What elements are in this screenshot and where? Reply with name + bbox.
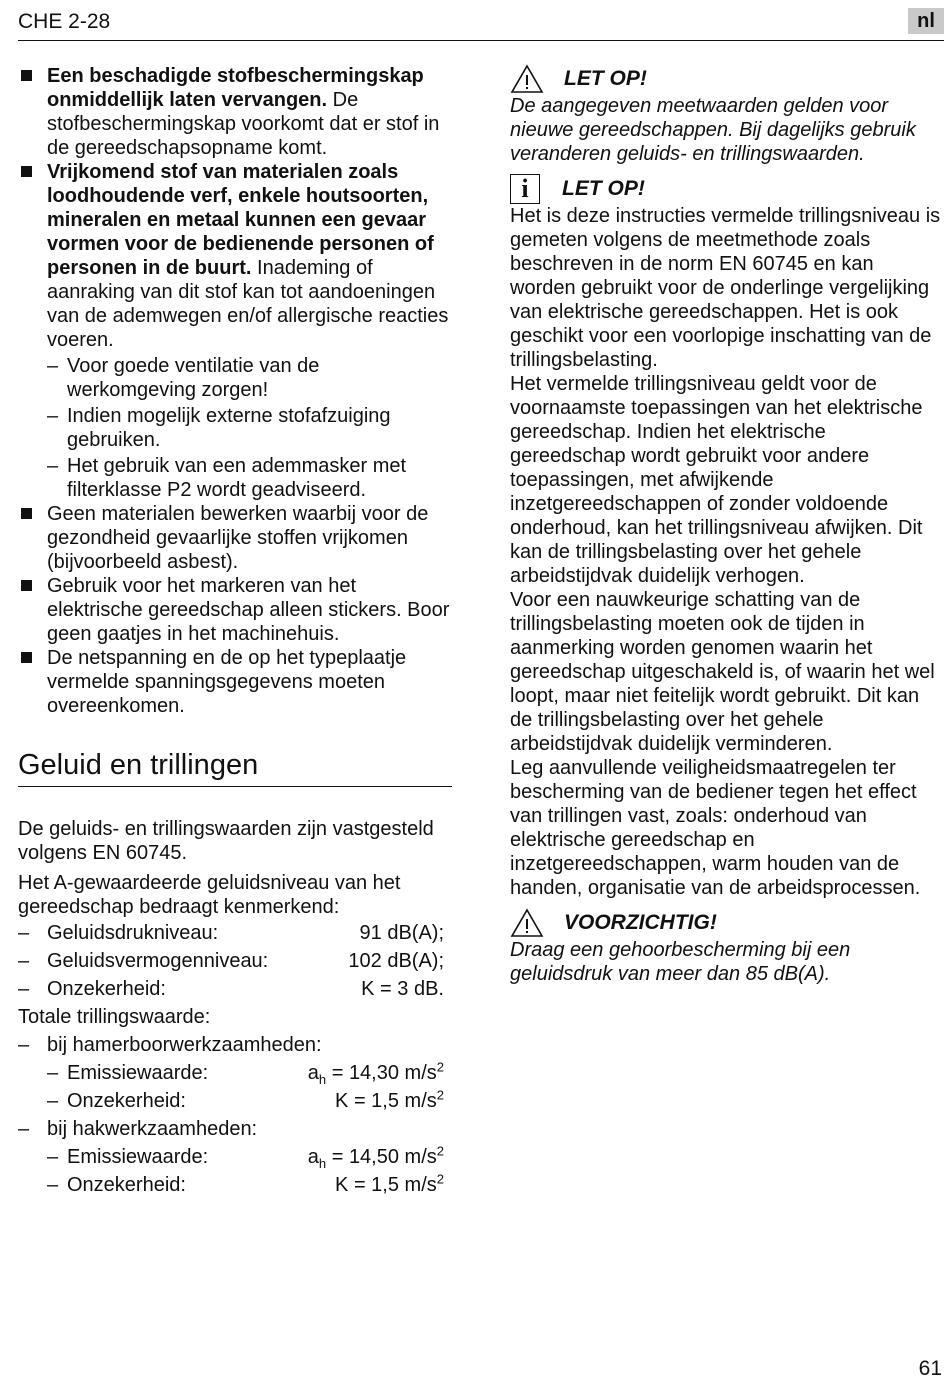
notice-text: De aangegeven meetwaarden gelden voor nieuwe gereedschappen. Bij dagelijks gebruik veranderen geluids- en trillingswaarden. [510, 95, 916, 165]
vibration-label: – Emissiewaarde: [67, 1062, 209, 1084]
vibration-value: K = 1,5 $m/s^2$ [335, 1171, 444, 1196]
noise-row [18, 975, 452, 1003]
caution-notice [510, 64, 944, 94]
vibration-value: $a_h = 14,30$ $m/s^2$ [307, 1059, 444, 1087]
noise-value: 91 dB(A); [359, 922, 444, 944]
paragraph: Voor een nauwkeurige schatting van de trillingsbelasting moeten ook de tijden in aanmerking worden genomen waarin het gereedschap uitgeschakeld is, of waarin het wel loopt, maar niet feitelijk wordt gebruikt. Dit kan de trillingsbelasting over het gehele arbeidstijdvak duidelijk verminderen. [510, 589, 935, 755]
page-header [18, 8, 944, 41]
vibration-row [18, 1087, 452, 1115]
safety-bullet [18, 160, 452, 352]
vibration-value: K = 1,5 $m/s^2$ [335, 1087, 444, 1112]
vibration-label: – Emissiewaarde: [67, 1146, 209, 1168]
vibration-value: $a_h = 14,50$ $m/s^2$ [307, 1143, 444, 1171]
sub-item: – Indien mogelijk externe stofafzuiging gebruiken. [18, 404, 452, 452]
sub-item: – Het gebruik van een ademmasker met filterklasse P2 wordt geadviseerd. [18, 454, 452, 502]
noise-label: – Onzekerheid: [47, 978, 166, 1000]
safety-bullet: Geen materialen bewerken waarbij voor de gezondheid gevaarlijke stoffen vrijkomen (bijvoorbeeld asbest). [18, 502, 452, 574]
noise-label: – Geluidsvermogenniveau: [47, 950, 269, 972]
notice-title: LET OP! [564, 67, 647, 90]
language-badge: nl [908, 8, 944, 34]
section-heading: Geluid en trillingen [18, 748, 452, 787]
safety-bullet: De netspanning en de op het typeplaatje vermelde spanningsgegevens moeten overeenkomen. [18, 646, 452, 718]
bullet-bold-text: Vrijkomend stof van materialen zoals loodhoudende verf, enkele houtsoorten, mineralen en metaal kunnen een gevaar vormen voor de bedienende personen of personen in de buurt. [47, 161, 434, 279]
caution-notice [510, 908, 944, 938]
vibration-label: – Onzekerheid: [67, 1174, 186, 1196]
vibration-title: Totale trillingswaarde: [18, 1006, 211, 1028]
noise-row [18, 947, 452, 975]
noise-value: K = 3 dB. [361, 978, 444, 1000]
info-notice [510, 174, 944, 204]
page-number: 61 [918, 1357, 942, 1380]
vibration-row [18, 1143, 452, 1171]
paragraph: Leg aanvullende veiligheidsmaatregelen ter bescherming van de bediener tegen het effect van trillingen vast, zoals: onderhoud van elektrische gereedschap en inzetgereedschappen, warm houden van de handen, organisatie van de arbeidsprocessen. [510, 757, 921, 899]
notice-title: LET OP! [562, 177, 645, 200]
bullet-text: Inademing of aanraking van dit stof kan tot aandoeningen van de ademwegen en/of allergische reacties voeren. [47, 257, 449, 351]
intro-paragraph: Het A-gewaardeerde geluidsniveau van het gereedschap bedraagt kenmerkend: [18, 872, 401, 918]
vibration-group-title: – bij hamerboorwerkzaamheden: [18, 1031, 452, 1059]
warning-triangle-icon [510, 64, 544, 94]
vibration-row [18, 1171, 452, 1199]
right-column [510, 64, 944, 986]
safety-bullet: Gebruik voor het markeren van het elektrische gereedschap alleen stickers. Boor geen gaatjes in het machinehuis. [18, 574, 452, 646]
bullet-text: De stofbeschermingskap voorkomt dat er stof in de gereedschapsopname komt. [47, 89, 440, 159]
info-icon: i [510, 174, 540, 204]
notice-text: Draag een gehoorbescherming bij een geluidsdruk van meer dan 85 dB(A). [510, 939, 851, 985]
vibration-row [18, 1059, 452, 1087]
left-column [18, 64, 452, 1199]
safety-bullet [18, 64, 452, 160]
intro-paragraph: De geluids- en trillingswaarden zijn vastgesteld volgens EN 60745. [18, 818, 434, 864]
notice-title: VOORZICHTIG! [564, 911, 717, 934]
info-text: Het is deze instructies vermelde trillingsniveau is gemeten volgens de meetmethode zoals beschreven in de norm EN 60745 en kan worden gebruikt voor de onderlinge vergelijking van elektrische gereedschappen. Het is ook geschikt voor een voorlopige inschatting van de trillingsbelasting. [510, 205, 941, 371]
bullet-bold-text: Een beschadigde stofbeschermingskap onmiddellijk laten vervangen. [47, 65, 424, 111]
vibration-group-title: – bij hakwerkzaamheden: [18, 1115, 452, 1143]
noise-value: 102 dB(A); [348, 950, 444, 972]
warning-triangle-icon [510, 908, 544, 938]
model-name: CHE 2-28 [18, 10, 111, 33]
paragraph: Het vermelde trillingsniveau geldt voor de voornaamste toepassingen van het elektrische gereedschap. Indien het elektrische gereedschap wordt gebruikt voor andere toepassingen, met afwijkende inzetgereedschappen of zonder voldoende onderhoud, kan het trillingsniveau afwijken. Dit kan de trillingsbelasting over het gehele arbeidstijdvak duidelijk verhogen. [510, 373, 923, 587]
sub-item: – Voor goede ventilatie van de werkomgeving zorgen! [18, 354, 452, 402]
vibration-label: – Onzekerheid: [67, 1090, 186, 1112]
noise-row [18, 919, 452, 947]
noise-label: – Geluidsdrukniveau: [47, 922, 219, 944]
